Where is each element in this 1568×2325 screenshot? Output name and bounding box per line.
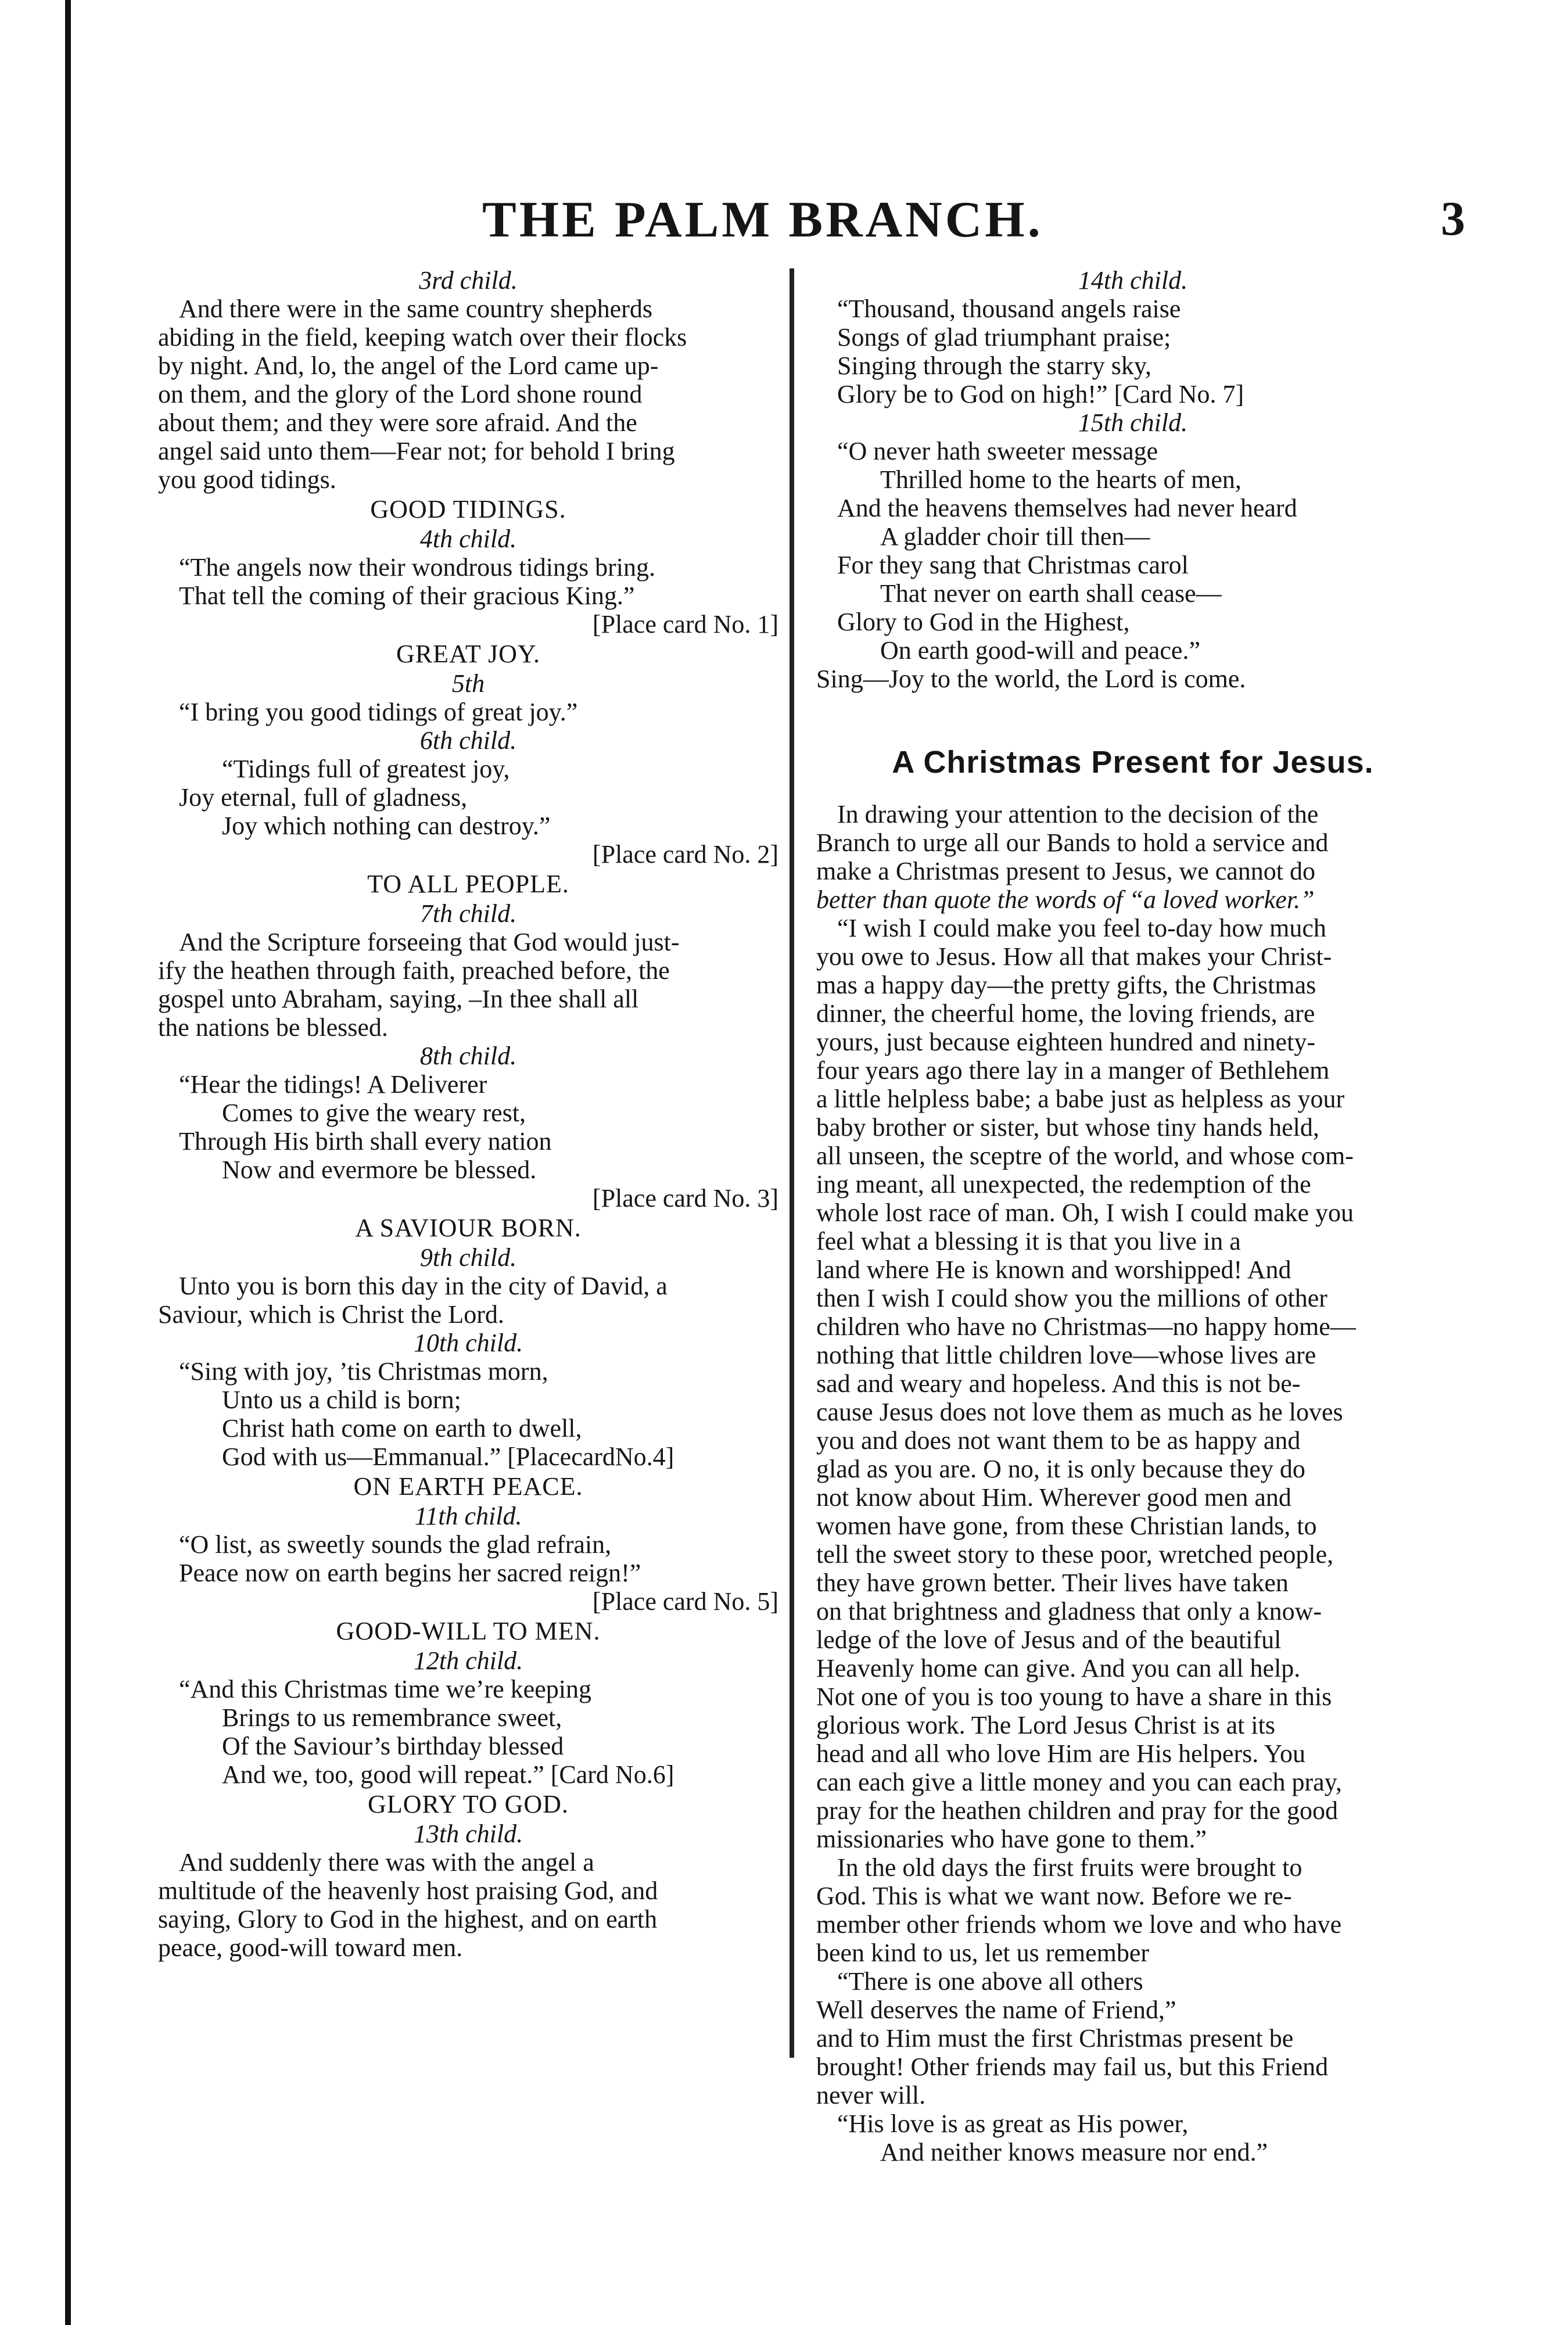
- text-line: Glory to God in the Highest,: [837, 608, 1130, 636]
- text-line: glad as you are. O no, it is only because they do: [816, 1455, 1305, 1483]
- text-line: And suddenly there was with the angel a: [179, 1848, 594, 1876]
- text-line: Joy eternal, full of gladness,: [179, 783, 468, 812]
- text-line: Singing through the starry sky,: [837, 351, 1151, 380]
- text-line: “O list, as sweetly sounds the glad refrain,: [179, 1530, 612, 1559]
- text-line: baby brother or sister, but whose tiny hands held,: [816, 1113, 1319, 1142]
- text-line: And neither knows measure nor end.”: [880, 2138, 1268, 2166]
- page-header: [0, 191, 1568, 266]
- text-line: That tell the coming of their gracious King.”: [179, 582, 635, 610]
- text-line: Saviour, which is Christ the Lord.: [158, 1300, 504, 1329]
- text-line: women have gone, from these Christian lands, to: [816, 1512, 1317, 1540]
- text-line: feel what a blessing it is that you live in a: [816, 1227, 1241, 1255]
- text-line: Christ hath come on earth to dwell,: [222, 1414, 582, 1443]
- section-heading: GLORY TO GOD.: [368, 1790, 569, 1818]
- text-line: God. This is what we want now. Before we re-: [816, 1882, 1292, 1910]
- text-line: Thrilled home to the hearts of men,: [880, 465, 1242, 494]
- section-heading: TO ALL PEOPLE.: [367, 870, 569, 898]
- text-line: Glory be to God on high!” [Card No. 7]: [837, 380, 1244, 408]
- section-heading: ON EARTH PEACE.: [353, 1472, 583, 1501]
- text-line: land where He is known and worshipped! And: [816, 1255, 1291, 1284]
- text-line: “The angels now their wondrous tidings bring.: [179, 553, 655, 582]
- text-line: “Hear the tidings! A Deliverer: [179, 1070, 487, 1099]
- text-line: not know about Him. Wherever good men and: [816, 1483, 1291, 1512]
- text-line: gospel unto Abraham, saying, –In thee shall all: [158, 985, 639, 1013]
- text-line: a little helpless babe; a babe just as helpless as your: [816, 1085, 1345, 1113]
- section-heading: GOOD TIDINGS.: [370, 495, 566, 523]
- text-line: In drawing your attention to the decision of the: [837, 800, 1319, 828]
- text-line: Unto you is born this day in the city of David, a: [179, 1272, 668, 1300]
- text-line: And the heavens themselves had never heard: [837, 494, 1297, 522]
- text-line: “Tidings full of greatest joy,: [222, 755, 510, 783]
- speaker-label: 12th child.: [413, 1646, 523, 1675]
- text-line: four years ago there lay in a manger of Bethlehem: [816, 1056, 1330, 1085]
- text-line: For they sang that Christmas carol: [837, 551, 1189, 579]
- text-line: they have grown better. Their lives have taken: [816, 1569, 1289, 1597]
- text-line: That never on earth shall cease—: [880, 579, 1222, 608]
- text-line: member other friends whom we love and who have: [816, 1910, 1342, 1939]
- text-line: missionaries who have gone to them.”: [816, 1825, 1207, 1853]
- text-line: God with us—Emmanual.” [PlacecardNo.4]: [222, 1443, 674, 1471]
- text-line: tell the sweet story to these poor, wretched people,: [816, 1540, 1334, 1569]
- text-line: Sing—Joy to the world, the Lord is come.: [816, 665, 1246, 693]
- speaker-label: 6th child.: [419, 726, 517, 755]
- speaker-label: 5th: [451, 669, 485, 698]
- text-line: by night. And, lo, the angel of the Lord came up-: [158, 351, 659, 380]
- text-line: mas a happy day—the pretty gifts, the Christmas: [816, 971, 1316, 999]
- text-line: sad and weary and hopeless. And this is not be-: [816, 1369, 1301, 1398]
- text-line: peace, good-will toward men.: [158, 1933, 463, 1962]
- text-line: A gladder choir till then—: [880, 522, 1150, 551]
- text-line: abiding in the field, keeping watch over their flocks: [158, 323, 687, 351]
- speaker-label: 8th child.: [419, 1042, 517, 1070]
- text-line: dinner, the cheerful home, the loving friends, are: [816, 999, 1315, 1028]
- article-title: A Christmas Present for Jesus.: [892, 745, 1374, 780]
- text-line: In the old days the first fruits were brought to: [837, 1853, 1303, 1882]
- text-line: you and does not want them to be as happy and: [816, 1426, 1301, 1455]
- left-column: [158, 266, 778, 1962]
- speaker-label: 13th child.: [413, 1820, 523, 1848]
- text-line: the nations be blessed.: [158, 1013, 388, 1042]
- speaker-label: 10th child.: [413, 1329, 523, 1357]
- text-line: Not one of you is too young to have a share in this: [816, 1682, 1332, 1711]
- text-line: Peace now on earth begins her sacred reign!”: [179, 1559, 641, 1587]
- text-line: “O never hath sweeter message: [837, 437, 1158, 465]
- card-note: [Place card No. 1]: [592, 610, 778, 638]
- text-line: nothing that little children love—whose lives are: [816, 1341, 1316, 1369]
- text-line: and to Him must the first Christmas present be: [816, 2024, 1294, 2053]
- speaker-label: 9th child.: [419, 1243, 517, 1272]
- text-line: on that brightness and gladness that only a know-: [816, 1597, 1322, 1626]
- text-line: saying, Glory to God in the highest, and on earth: [158, 1905, 658, 1933]
- speaker-label: 7th child.: [419, 899, 517, 928]
- right-column: [816, 266, 1449, 2166]
- section-heading: A SAVIOUR BORN.: [355, 1214, 582, 1242]
- text-line: yours, just because eighteen hundred and ninety-: [816, 1028, 1315, 1056]
- text-line: Songs of glad triumphant praise;: [837, 323, 1171, 351]
- text-line: you owe to Jesus. How all that makes your Christ-: [816, 942, 1332, 971]
- text-line: ify the heathen through faith, preached before, the: [158, 956, 670, 985]
- column-divider: [790, 268, 794, 2058]
- section-heading: GOOD-WILL TO MEN.: [336, 1617, 601, 1645]
- text-line: cause Jesus does not love them as much as he loves: [816, 1398, 1343, 1426]
- text-line: “And this Christmas time we’re keeping: [179, 1675, 591, 1703]
- text-line: Heavenly home can give. And you can all help.: [816, 1654, 1301, 1682]
- text-line: been kind to us, let us remember: [816, 1939, 1150, 1967]
- text-line: And there were in the same country shepherds: [179, 295, 652, 323]
- text-line: Brings to us remembrance sweet,: [222, 1703, 562, 1732]
- section-heading: GREAT JOY.: [396, 640, 540, 668]
- card-note: [Place card No. 5]: [592, 1587, 778, 1616]
- text-line: better than quote the words of “a loved worker.”: [816, 885, 1315, 914]
- card-note: [Place card No. 3]: [592, 1184, 778, 1212]
- text-line: ing meant, all unexpected, the redemption of the: [816, 1170, 1311, 1199]
- text-line: Comes to give the weary rest,: [222, 1099, 526, 1127]
- text-line: can each give a little money and you can each pray,: [816, 1768, 1342, 1796]
- text-line: “His love is as great as His power,: [837, 2109, 1189, 2138]
- text-line: then I wish I could show you the millions of other: [816, 1284, 1327, 1312]
- text-line: angel said unto them—Fear not; for behold I bring: [158, 437, 675, 465]
- text-line: Unto us a child is born;: [222, 1386, 461, 1414]
- text-line: whole lost race of man. Oh, I wish I could make you: [816, 1199, 1354, 1227]
- text-line: “I wish I could make you feel to-day how much: [837, 914, 1326, 942]
- text-line: you good tidings.: [158, 465, 336, 494]
- text-line: “Thousand, thousand angels raise: [837, 295, 1181, 323]
- text-line: on them, and the glory of the Lord shone round: [158, 380, 643, 408]
- text-line: pray for the heathen children and pray for the good: [816, 1796, 1338, 1825]
- text-line: “I bring you good tidings of great joy.”: [179, 698, 578, 726]
- text-line: Joy which nothing can destroy.”: [222, 812, 551, 840]
- speaker-label: 3rd child.: [419, 266, 518, 295]
- binding-edge: [65, 0, 71, 2325]
- text-line: children who have no Christmas—no happy home—: [816, 1312, 1356, 1341]
- text-line: Well deserves the name of Friend,”: [816, 1996, 1176, 2024]
- text-line: make a Christmas present to Jesus, we cannot do: [816, 857, 1316, 885]
- speaker-label: 11th child.: [414, 1502, 522, 1530]
- text-line: glorious work. The Lord Jesus Christ is at its: [816, 1711, 1275, 1739]
- text-line: And the Scripture forseeing that God would just-: [179, 928, 680, 956]
- text-line: On earth good-will and peace.”: [880, 636, 1200, 665]
- text-line: about them; and they were sore afraid. And the: [158, 408, 637, 437]
- page-margin: [0, 0, 30, 2325]
- text-line: multitude of the heavenly host praising God, and: [158, 1876, 658, 1905]
- text-line: “There is one above all others: [837, 1967, 1143, 1996]
- text-line: Now and evermore be blessed.: [222, 1156, 537, 1184]
- text-line: And we, too, good will repeat.” [Card No.6]: [222, 1760, 674, 1789]
- text-line: “Sing with joy, ’tis Christmas morn,: [179, 1357, 548, 1386]
- text-line: brought! Other friends may fail us, but this Friend: [816, 2053, 1329, 2081]
- page-number: 3: [1441, 192, 1465, 246]
- text-line: never will.: [816, 2081, 926, 2109]
- text-line: Of the Saviour’s birthday blessed: [222, 1732, 564, 1760]
- text-line: Through His birth shall every nation: [179, 1127, 552, 1156]
- poem-section: [816, 266, 1449, 693]
- speaker-label: 4th child.: [419, 525, 517, 553]
- text-line: all unseen, the sceptre of the world, and whose com-: [816, 1142, 1354, 1170]
- text-line: Branch to urge all our Bands to hold a service and: [816, 828, 1329, 857]
- speaker-label: 15th child.: [1078, 408, 1188, 437]
- article-body: [816, 800, 1449, 2166]
- text-line: head and all who love Him are His helpers. You: [816, 1739, 1305, 1768]
- text-line: ledge of the love of Jesus and of the beautiful: [816, 1626, 1282, 1654]
- speaker-label: 14th child.: [1078, 266, 1188, 295]
- publication-title: THE PALM BRANCH.: [482, 192, 1043, 248]
- card-note: [Place card No. 2]: [592, 840, 778, 869]
